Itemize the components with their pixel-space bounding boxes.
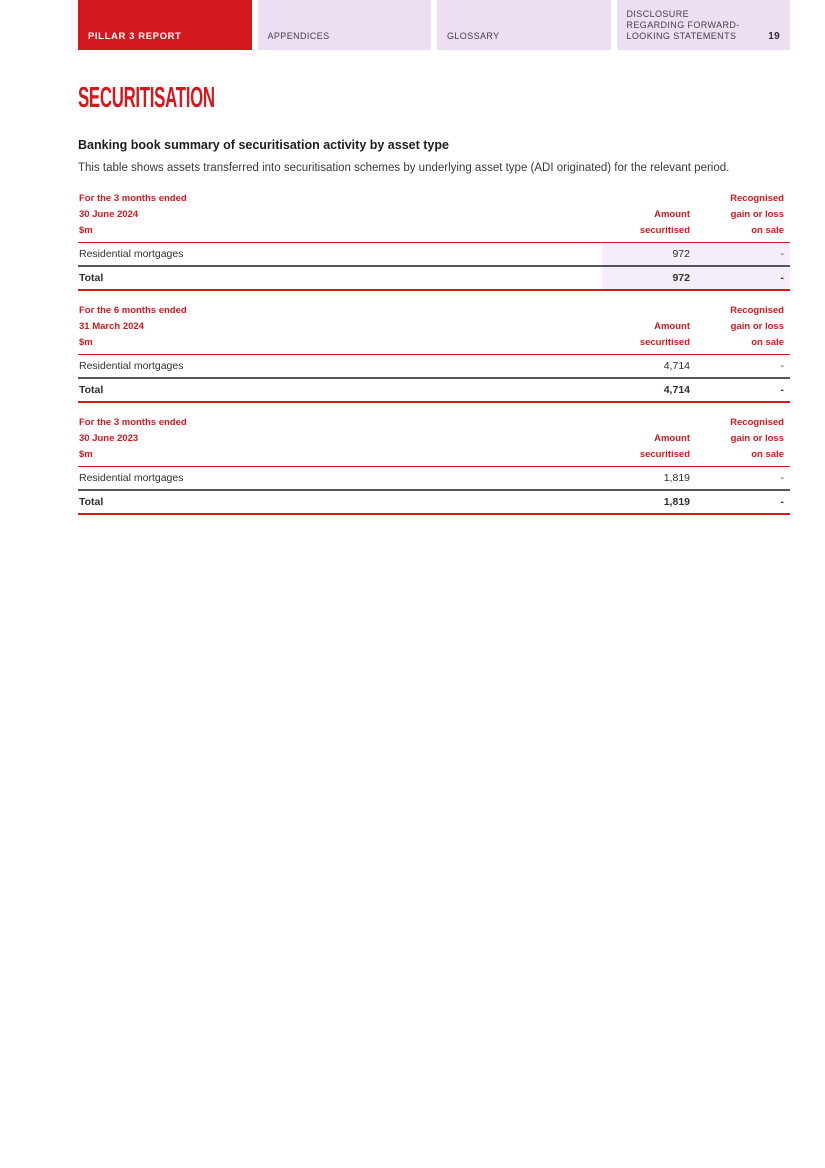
amount-value: 1,819 bbox=[602, 466, 690, 490]
period-line: For the 3 months ended bbox=[79, 192, 187, 204]
table-row bbox=[78, 242, 790, 266]
tab-label: PILLAR 3 REPORT bbox=[88, 31, 182, 42]
table-total-row bbox=[78, 378, 790, 402]
amount-value: 4,714 bbox=[602, 354, 690, 378]
tab-glossary[interactable] bbox=[437, 0, 611, 50]
recognised-gain-header: Recognised gain or loss on sale bbox=[690, 191, 790, 243]
gain-value: - bbox=[690, 466, 790, 490]
intro-text: This table shows assets transferred into securitisation schemes by underlying asset type (ADI originated) for the relevant period. bbox=[78, 162, 730, 174]
recognised-gain-header: Recognised gain or loss on sale bbox=[690, 415, 790, 467]
securitisation-table-q2-2023 bbox=[78, 415, 790, 515]
total-amount-value: 1,819 bbox=[602, 490, 690, 514]
amount-securitised-header: Amount securitised bbox=[602, 303, 690, 355]
top-nav bbox=[78, 0, 790, 50]
period-line: 30 June 2023 bbox=[79, 432, 139, 444]
period-header bbox=[78, 415, 602, 467]
table-row bbox=[78, 354, 790, 378]
recognised-gain-header: Recognised gain or loss on sale bbox=[690, 303, 790, 355]
tab-pillar-3-report[interactable] bbox=[78, 0, 252, 50]
row-label: Residential mortgages bbox=[78, 466, 602, 490]
period-line: 30 June 2024 bbox=[79, 208, 139, 220]
row-label: Residential mortgages bbox=[78, 354, 602, 378]
tab-label: APPENDICES bbox=[267, 31, 330, 41]
table-total-row bbox=[78, 490, 790, 514]
gain-value: - bbox=[690, 354, 790, 378]
total-amount-value: 972 bbox=[602, 266, 690, 290]
amount-value: 972 bbox=[602, 242, 690, 266]
row-label: Residential mortgages bbox=[78, 242, 602, 266]
tab-label: GLOSSARY bbox=[447, 31, 500, 41]
page-number: 19 bbox=[768, 31, 780, 42]
total-label: Total bbox=[78, 378, 602, 402]
total-gain-value: - bbox=[690, 378, 790, 402]
total-label: Total bbox=[78, 490, 602, 514]
period-line: For the 3 months ended bbox=[79, 416, 187, 428]
period-line: $m bbox=[79, 448, 93, 460]
total-gain-value: - bbox=[690, 490, 790, 514]
period-line: For the 6 months ended bbox=[79, 304, 187, 316]
table-row bbox=[78, 466, 790, 490]
securitisation-table-q2-2024 bbox=[78, 191, 790, 291]
period-line: 31 March 2024 bbox=[79, 320, 144, 332]
report-page bbox=[78, 0, 790, 515]
amount-securitised-header: Amount securitised bbox=[602, 191, 690, 243]
gain-value: - bbox=[690, 242, 790, 266]
securitisation-table-h1-2024 bbox=[78, 303, 790, 403]
total-label: Total bbox=[78, 266, 602, 290]
tab-appendices[interactable] bbox=[258, 0, 432, 50]
tab-label: DISCLOSURE REGARDING FORWARD-LOOKING STATEMENTS bbox=[626, 9, 740, 41]
total-gain-value: - bbox=[690, 266, 790, 290]
period-line: $m bbox=[79, 336, 93, 348]
table-total-row bbox=[78, 266, 790, 290]
period-header bbox=[78, 303, 602, 355]
amount-securitised-header: Amount securitised bbox=[602, 415, 690, 467]
tab-disclosure-forward-looking[interactable] bbox=[617, 0, 791, 50]
page-title: SECURITISATION bbox=[78, 82, 215, 114]
section-heading: Banking book summary of securitisation activity by asset type bbox=[78, 138, 449, 152]
period-line: $m bbox=[79, 224, 93, 236]
total-amount-value: 4,714 bbox=[602, 378, 690, 402]
period-header bbox=[78, 191, 602, 243]
